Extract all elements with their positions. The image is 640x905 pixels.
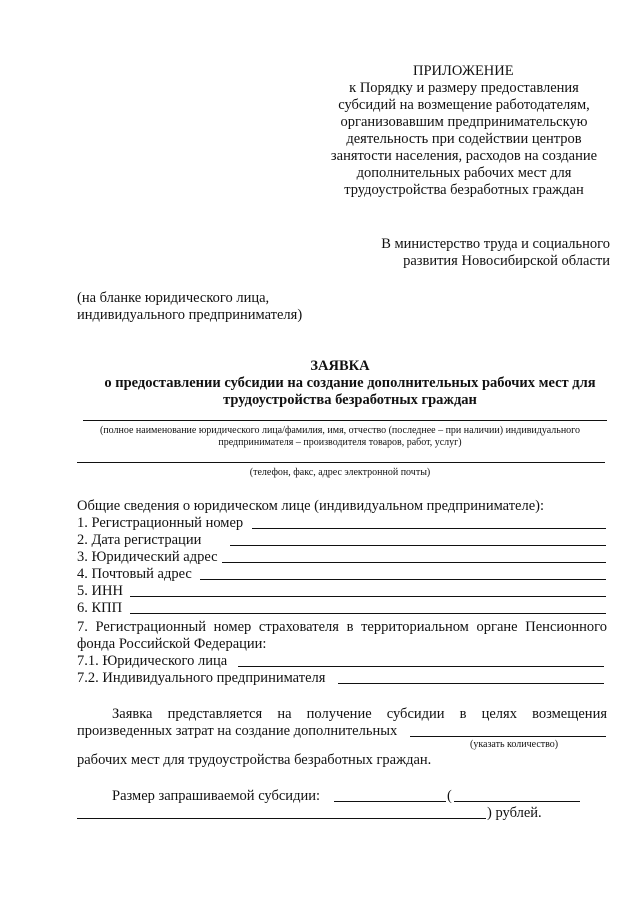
contacts-hint: (телефон, факс, адрес электронной почты) [249, 467, 431, 478]
appendix-title: ПРИЛОЖЕНИЕ [413, 63, 514, 79]
amount-label: Размер запрашиваемой субсидии: [112, 788, 320, 804]
appendix-line: субсидий на возмещение работодателям, [338, 97, 590, 113]
name-hint: (полное наименование юридического лица/фамилия, имя, отчество (последнее – при наличии) индивидуального [99, 425, 581, 436]
amount-words-field[interactable] [454, 801, 580, 802]
document-subtitle: о предоставлении субсидии на создание дополнительных рабочих мест для [104, 375, 596, 391]
field-label: 5. ИНН [77, 583, 123, 599]
field-label: 6. КПП [77, 600, 123, 616]
addressee-line: В министерство труда и социального [381, 236, 610, 252]
amount-paren: ( [447, 788, 452, 804]
field-label: 1. Регистрационный номер [77, 515, 244, 531]
quantity-hint: (указать количество) [470, 739, 559, 750]
field-label: 7. Регистрационный номер страхователя в территориальном органе Пенсионного [77, 619, 607, 635]
document-title: ЗАЯВКА [310, 358, 370, 374]
postal-address-field[interactable] [200, 579, 606, 580]
field-label: 3. Юридический адрес [77, 549, 218, 565]
legal-entity-insurer-field[interactable] [238, 666, 604, 667]
appendix-line: трудоустройства безработных граждан [344, 182, 584, 198]
letterhead-note: индивидуального предпринимателя) [77, 307, 303, 323]
registration-date-field[interactable] [230, 545, 606, 546]
letterhead-note: (на бланке юридического лица, [77, 290, 270, 306]
document-subtitle: трудоустройства безработных граждан [223, 392, 477, 408]
general-title: Общие сведения о юридическом лице (индивидуальном предпринимателе): [77, 498, 545, 514]
appendix-line: организовавшим предпринимательскую [340, 114, 588, 130]
contacts-field[interactable] [77, 462, 605, 463]
legal-address-field[interactable] [222, 562, 606, 563]
appendix-line: к Порядку и размеру предоставления [349, 80, 579, 96]
kpp-field[interactable] [130, 613, 606, 614]
appendix-line: деятельность при содействии центров [346, 131, 582, 147]
field-label: 2. Дата регистрации [77, 532, 202, 548]
quantity-field[interactable] [410, 736, 606, 737]
inn-field[interactable] [130, 596, 606, 597]
appendix-line: занятости населения, расходов на создание [330, 148, 598, 164]
name-field[interactable] [83, 420, 607, 421]
amount-words-continued-field[interactable] [77, 818, 486, 819]
name-hint: предпринимателя – производителя товаров, работ, услуг) [218, 437, 462, 448]
entrepreneur-insurer-field[interactable] [338, 683, 604, 684]
amount-suffix: ) рублей. [487, 805, 542, 821]
field-label: 7.2. Индивидуального предпринимателя [77, 670, 326, 686]
request-text: Заявка представляется на получение субсидии в целях возмещения [112, 706, 607, 722]
request-text: произведенных затрат на создание дополнительных [77, 723, 398, 739]
registration-number-field[interactable] [252, 528, 606, 529]
addressee-line: развития Новосибирской области [403, 253, 610, 269]
field-label: 4. Почтовый адрес [77, 566, 192, 582]
appendix-line: дополнительных рабочих мест для [356, 165, 572, 181]
field-label: 7.1. Юридического лица [77, 653, 228, 669]
request-text: рабочих мест для трудоустройства безработных граждан. [77, 752, 432, 768]
amount-digits-field[interactable] [334, 801, 446, 802]
field-label: фонда Российской Федерации: [77, 636, 267, 652]
